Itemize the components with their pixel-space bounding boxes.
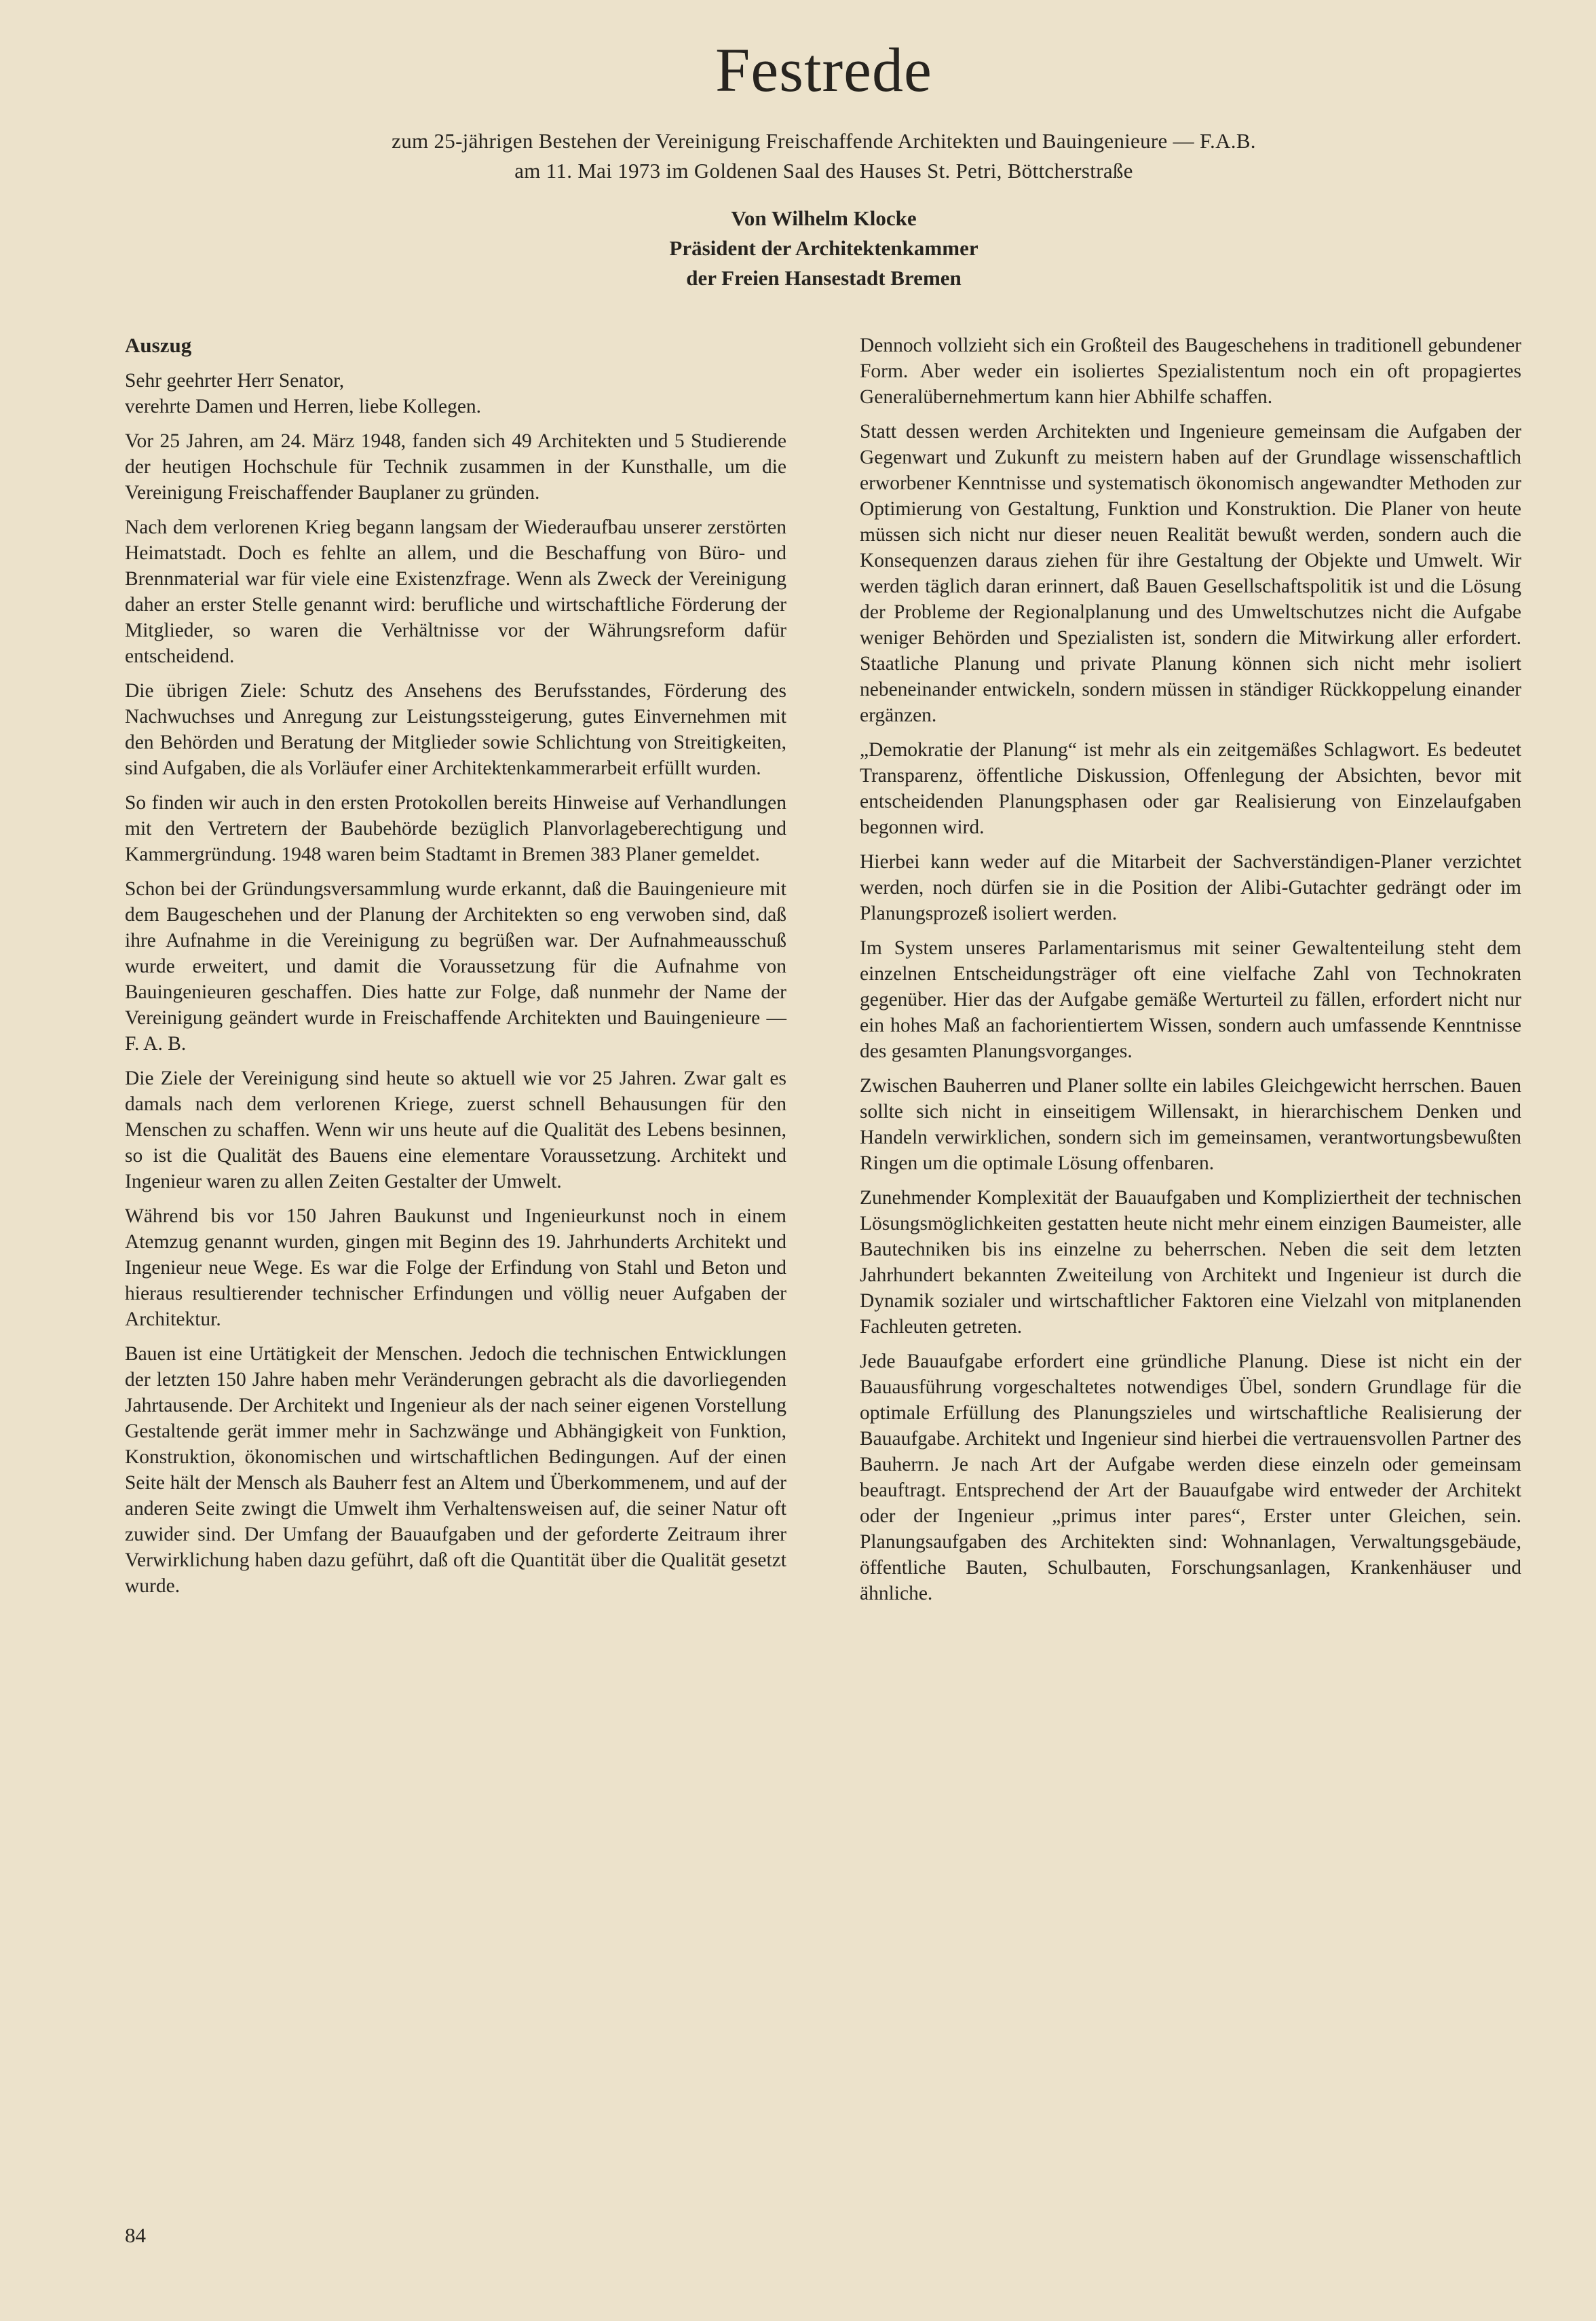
subtitle-line-2: am 11. Mai 1973 im Goldenen Saal des Hauses St. Petri, Böttcherstraße xyxy=(514,159,1133,183)
left-column-paragraphs xyxy=(125,368,786,1599)
paragraph: Zunehmender Komplexität der Bauaufgaben und Kompliziertheit der technischen Lösungsmöglichkeiten gestatten heute nicht mehr einem einzigen Baumeister, alle Bautechniken bis ins einzelne zu beherrschen. Neben die seit dem letzten Jahrhundert bekannten Zweiteilung von Architekt und Ingenieur ist durch die Dynamik sozialer und wirtschaftlicher Faktoren eine Vielzahl von mitplanenden Fachleuten getreten. xyxy=(860,1187,1521,1338)
left-column xyxy=(125,333,786,1615)
right-column-paragraphs xyxy=(860,333,1521,1606)
paragraph: Die Ziele der Vereinigung sind heute so aktuell wie vor 25 Jahren. Zwar galt es damals nach dem verlorenen Kriege, zuerst schnell Behausungen für den Menschen zu schaffen. Wenn wir uns heute auf die Qualität des Lebens besinnen, so ist die Qualität des Bauens eine elementare Voraussetzung. Architekt und Ingenieur waren zu allen Zeiten Gestalter der Umwelt. xyxy=(125,1068,786,1192)
paragraph: Schon bei der Gründungsversammlung wurde erkannt, daß die Bauingenieure mit dem Baugeschehen und der Planung der Architekten so eng verwoben sind, daß ihre Aufnahme in die Vereinigung zu begrüßen war. Der Aufnahmeausschuß wurde erweitert, und damit die Voraussetzung für die Aufnahme von Bauingenieuren geschaffen. Dies hatte zur Folge, daß nunmehr der Name der Vereinigung geändert wurde in Freischaffende Architekten und Bauingenieure — F. A. B. xyxy=(125,878,786,1055)
paragraph: „Demokratie der Planung“ ist mehr als ein zeitgemäßes Schlagwort. Es bedeutet Transparenz, öffentliche Diskussion, Offenlegung der Absichten, bevor mit entscheidenden Planungsphasen oder gar Realisierung von Einzelaufgaben begonnen wird. xyxy=(860,739,1521,838)
paragraph: Während bis vor 150 Jahren Baukunst und Ingenieurkunst noch in einem Atemzug genannt wurden, gingen mit Beginn des 19. Jahrhunderts Architekt und Ingenieur neue Wege. Es war die Folge der Erfindung von Stahl und Beton und hieraus resultierender technischer Erfindungen und völlig neuer Aufgaben der Architektur. xyxy=(125,1205,786,1330)
page-title: Festrede xyxy=(715,35,932,105)
paragraph: So finden wir auch in den ersten Protokollen bereits Hinweise auf Verhandlungen mit den Vertretern der Baubehörde bezüglich Planvorlageberechtigung und Kammergründung. 1948 waren beim Stadtamt in Bremen 383 Planer gemeldet. xyxy=(125,792,786,865)
author-name: Von Wilhelm Klocke xyxy=(731,206,917,230)
paragraph: Jede Bauaufgabe erfordert eine gründliche Planung. Diese ist nicht ein der Bauausführung vorgeschaltetes notwendiges Übel, sondern Grundlage für die optimale Erfüllung des Planungszieles und wirtschaftliche Realisierung der Bauaufgabe. Architekt und Ingenieur sind hierbei die vertrauensvollen Partner des Bauherrn. Je nach Art der Aufgabe werden diese einzeln oder gemeinsam beauftragt. Entsprechend der Art der Bauaufgabe wird entweder der Architekt oder der Ingenieur „primus inter pares“, Erster unter Gleichen, sein. Planungsaufgaben des Architekten sind: Wohnanlagen, Verwaltungsgebäude, öffentliche Bauten, Schulbauten, Forschungsanlagen, Krankenhäuser und ähnliche. xyxy=(860,1351,1521,1604)
paragraph: Bauen ist eine Urtätigkeit der Menschen. Jedoch die technischen Entwicklungen der letzten 150 Jahre haben mehr Veränderungen gebracht als die davorliegenden Jahrtausende. Der Architekt und Ingenieur als der nach seiner eigenen Vorstellung Gestaltende gerät immer mehr in Sachzwänge und Abhängigkeit von Funktion, Konstruktion, ökonomischen und wirtschaftlichen Bedingungen. Auf der einen Seite hält der Mensch als Bauherr fest an Altem und Überkommenem, und auf der anderen Seite zwingt die Umwelt ihm Verhaltensweisen auf, die seiner Natur oft zuwider sind. Der Umfang der Bauaufgaben und der geforderte Zeitraum ihrer Verwirklichung haben dazu geführt, daß oft die Quantität über die Qualität gesetzt wurde. xyxy=(125,1343,786,1597)
author-role-line-1: Präsident der Architektenkammer xyxy=(669,236,978,260)
two-column-body xyxy=(125,333,1523,1615)
page-number: 84 xyxy=(125,2223,146,2247)
paragraph: Im System unseres Parlamentarismus mit seiner Gewaltenteilung steht dem einzelnen Entscheidungsträger oft eine vielfache Zahl von Technokraten gegenüber. Hier das der Aufgabe gemäße Werturteil zu fällen, erfordert nicht nur ein hohes Maß an fachorientiertem Wissen, sondern auch umfassende Kenntnisse des gesamten Planungsvorganges. xyxy=(860,937,1521,1062)
subtitle-line-1: zum 25-jährigen Bestehen der Vereinigung Freischaffende Architekten und Bauingenieure — F.A.B. xyxy=(392,129,1256,153)
paragraph: Hierbei kann weder auf die Mitarbeit der Sachverständigen-Planer verzichtet werden, noch dürfen sie in die Position der Alibi-Gutachter gedrängt oder im Planungsprozeß isoliert werden. xyxy=(860,851,1521,924)
author-role-line-2: der Freien Hansestadt Bremen xyxy=(686,266,962,290)
paragraph: Dennoch vollzieht sich ein Großteil des Baugeschehens in traditionell gebundener Form. Aber weder ein isoliertes Spezialistentum noch ein oft propagiertes Generalübernehmertum kann hier Abhilfe schaffen. xyxy=(860,335,1521,408)
paragraph: Vor 25 Jahren, am 24. März 1948, fanden sich 49 Architekten und 5 Studierende der heutigen Hochschule für Technik zusammen in der Kunsthalle, um die Vereinigung Freischaffender Bauplaner zu gründen. xyxy=(125,430,786,504)
document-header xyxy=(125,34,1523,293)
author-block xyxy=(125,204,1523,293)
paragraph: Sehr geehrter Herr Senator, verehrte Damen und Herren, liebe Kollegen. xyxy=(125,370,482,417)
right-column xyxy=(860,333,1521,1615)
paragraph: Statt dessen werden Architekten und Ingenieure gemeinsam die Aufgaben der Gegenwart und Zukunft zu meistern haben auf der Grundlage wissenschaftlich erworbener Kenntnisse und systematisch ökonomisch angewandter Methoden zur Optimierung von Gestaltung, Funktion und Konstruktion. Die Planer von heute müssen sich nicht nur dieser neuen Realität bewußt werden, sondern auch die Konsequenzen daraus ziehen für ihre Gestaltung der Objekte und Umwelt. Wir werden täglich daran erinnert, daß Bauen Gesellschaftspolitik ist und die Lösung der Probleme der Regionalplanung und des Umweltschutzes nicht die Aufgabe weniger Behörden und Spezialisten ist, sondern die Mitwirkung aller erfordert. Staatliche Planung und private Planung können sich nicht mehr isoliert nebeneinander entwickeln, sondern müssen in ständiger Rückkoppelung einander ergänzen. xyxy=(860,421,1521,726)
paragraph: Nach dem verlorenen Krieg begann langsam der Wiederaufbau unserer zerstörten Heimatstadt. Doch es fehlte an allem, und die Beschaffung von Büro- und Brennmaterial war für viele eine Existenzfrage. Wenn als Zweck der Vereinigung daher an erster Stelle genannt wird: berufliche und wirtschaftliche Förderung der Mitglieder, so waren die Verhältnisse vor der Währungsreform dafür entscheidend. xyxy=(125,516,786,667)
paragraph: Zwischen Bauherren und Planer sollte ein labiles Gleichgewicht herrschen. Bauen sollte sich nicht in einseitigem Willensakt, in hierarchischem Denken und Handeln verwirklichen, sondern sich im gemeinsamen, verantwortungsbewußten Ringen um die optimale Lösung offenbaren. xyxy=(860,1075,1521,1174)
section-heading-auszug: Auszug xyxy=(125,333,192,357)
paragraph: Die übrigen Ziele: Schutz des Ansehens des Berufsstandes, Förderung des Nachwuchses und Anregung zur Leistungssteigerung, gutes Einvernehmen mit den Behörden und Beratung der Mitglieder sowie Schlichtung von Streitigkeiten, sind Aufgaben, die als Vorläufer einer Architektenkammerarbeit erfüllt wurden. xyxy=(125,680,786,779)
